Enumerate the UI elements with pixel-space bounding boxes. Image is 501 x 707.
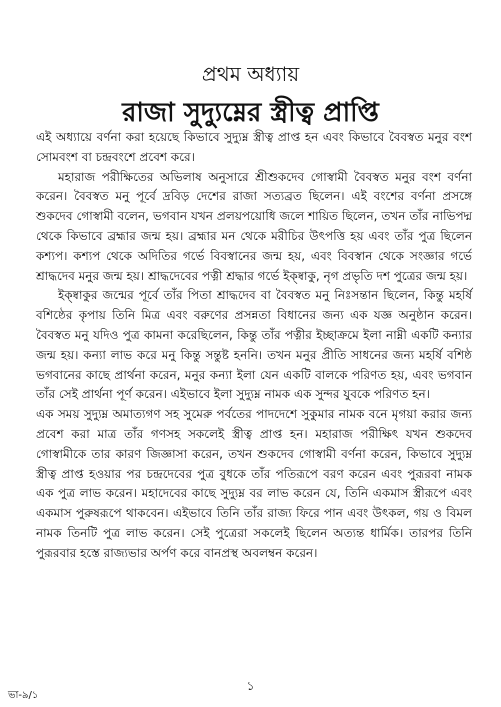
chapter-title: রাজা সুদ্যুম্নের স্ত্রীত্ব প্রাপ্তি: [122, 98, 379, 128]
printer-signature-mark: ভা-৯/১: [8, 690, 39, 701]
chapter-summary: [36, 128, 472, 564]
paragraph: এই অধ্যায়ে বর্ণনা করা হয়েছে কিভাবে সুদ্যুম্ন স্ত্রীত্ব প্রাপ্ত হন এবং কিভাবে বৈবস্বত মনুর বংশ সোমবংশ বা চন্দ্রবংশে প্রবেশ করে।: [36, 130, 472, 164]
paragraph: এক সময় সুদ্যুম্ন অমাত্যগণ সহ সুমেরু পর্বতের পাদদেশে সুকুমার নামক বনে মৃগয়া করার জন্য প্রবেশ করা মাত্র তাঁর গণসহ সকলেই স্ত্রীত্ব প্রাপ্ত হন। মহারাজ পরীক্ষিৎ যখন শুকদেব গোস্বামীকে তার কারণ জিজ্ঞাসা করেন, তখন শুকদেব গোস্বামী বর্ণনা করেন, কিভাবে সুদ্যুম্ন স্ত্রীত্ব প্রাপ্ত হওয়ার পর চন্দ্রদেবের পুত্র বুধকে তাঁর পতিরূপে বরণ করেন এবং পুরূরবা নামক এক পুত্র লাভ করেন। মহাদেবের কাছে সুদ্যুম্ন বর লাভ করেন যে, তিনি একমাস স্ত্রীরূপে এবং একমাস পুরুষরূপে থাকবেন। এইভাবে তিনি তাঁর রাজ্য ফিরে পান এবং উৎকল, গয় ও বিমল নামক তিনটি পুত্র লাভ করেন। সেই পুত্রেরা সকলেই ছিলেন অত্যন্ত ধার্মিক। তারপর তিনি পুরূরবার হস্তে রাজ্যভার অর্পণ করে বানপ্রস্থ অবলম্বন করেন।: [36, 407, 472, 560]
chapter-label: প্রথম অধ্যায়: [201, 62, 300, 86]
page-number: ১: [246, 679, 255, 693]
paragraph: ইক্ষ্বাকুর জন্মের পূর্বে তাঁর পিতা শ্রাদ্ধদেব বা বৈবস্বত মনু নিঃসন্তান ছিলেন, কিন্তু মহর্ষি বশিষ্ঠের কৃপায় তিনি মিত্র এবং বরুণের প্রসন্নতা বিধানের জন্য এক যজ্ঞ অনুষ্ঠান করেন। বৈবস্বত মনু যদিও পুত্র কামনা করেছিলেন, কিন্তু তাঁর পত্নীর ইচ্ছাক্রমে ইলা নাম্নী একটি কন্যার জন্ম হয়। কন্যা লাভ করে মনু কিন্তু সন্তুষ্ট হননি। তখন মনুর প্রীতি সাধনের জন্য মহর্ষি বশিষ্ঠ ভগবানের কাছে প্রার্থনা করেন, মনুর কন্যা ইলা যেন একটি বালকে পরিণত হয়, এবং ভগবান তাঁর সেই প্রার্থনা পূর্ণ করেন। এইভাবে ইলা সুদ্যুম্ন নামক এক সুন্দর যুবকে পরিণত হন।: [36, 288, 472, 402]
paragraph: মহারাজ পরীক্ষিতের অভিলাষ অনুসারে শ্রীশুকদেব গোস্বামী বৈবস্বত মনুর বংশ বর্ণনা করেন। বৈবস্বত মনু পূর্বে দ্রবিড় দেশের রাজা সত্যব্রত ছিলেন। এই বংশের বর্ণনা প্রসঙ্গে শুকদেব গোস্বামী বলেন, ভগবান যখন প্রলয়পয়োধি জলে শায়িত ছিলেন, তখন তাঁর নাভিপদ্ম থেকে কিভাবে ব্রহ্মার জন্ম হয়। ব্রহ্মার মন থেকে মরীচির উৎপত্তি হয় এবং তাঁর পুত্র ছিলেন কশ্যপ। কশ্যপ থেকে অদিতির গর্ভে বিবস্বানের জন্ম হয়, এবং বিবস্বান থেকে সংজ্ঞার গর্ভে শ্রাদ্ধদেব মনুর জন্ম হয়। শ্রাদ্ধদেবের পত্নী শ্রদ্ধার গর্ভে ইক্ষ্বাকু, নৃগ প্রভৃতি দশ পুত্রের জন্ম হয়।: [36, 169, 472, 283]
